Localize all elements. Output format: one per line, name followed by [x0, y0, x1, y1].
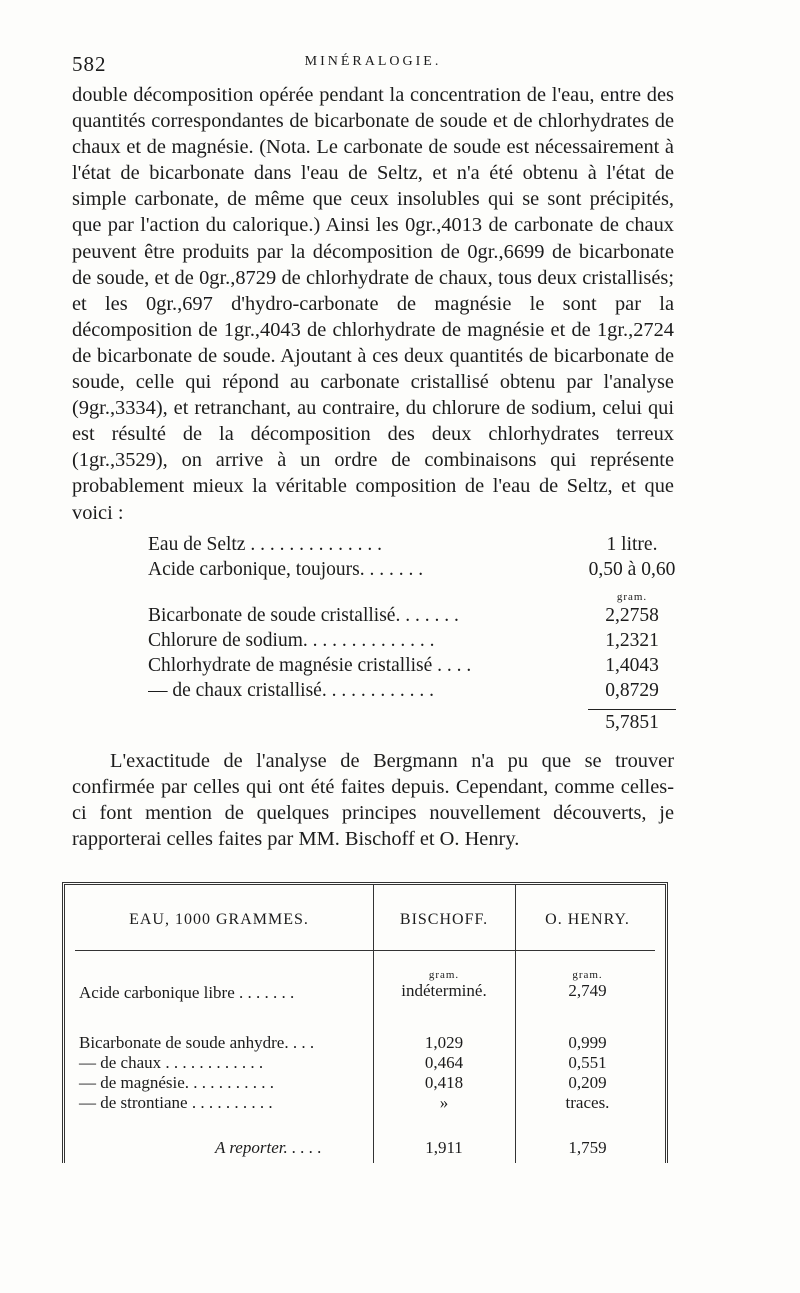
seltz-row-value: 1,4043	[605, 654, 659, 676]
acid-bischoff: indéterminé.	[401, 981, 487, 1000]
seltz-row	[148, 534, 678, 559]
seltz-total: 5,7851	[605, 711, 659, 733]
seltz-row	[148, 630, 678, 655]
seltz-row-label: Chlorhydrate de magnésie cristallisé . . . .	[148, 654, 472, 676]
header-henry: O. HENRY.	[545, 911, 630, 928]
seltz-row	[148, 680, 678, 705]
row-bischoff: 1,029	[424, 1033, 464, 1052]
row-bischoff: »	[439, 1093, 449, 1112]
running-title: MINÉRALOGIE.	[304, 54, 442, 69]
paragraph-2: L'exactitude de l'analyse de Bergmann n'a pu que se trouver confirmée par celles qui ont été faites depuis. Cependant, comme celles-ci font mention de quelques principes nouvellement découverts, je rapporterai celles faites par MM. Bischoff et O. Henry.	[72, 749, 674, 850]
seltz-row	[148, 605, 678, 630]
header-bischoff: BISCHOFF.	[399, 911, 489, 928]
seltz-total-row	[148, 710, 678, 736]
unit-henry: gram.	[572, 969, 603, 981]
page-number: 582	[72, 52, 107, 76]
page-header	[72, 48, 674, 82]
seltz-composition	[148, 534, 678, 736]
seltz-unit: gram.	[616, 590, 648, 603]
seltz-row-value: 1,2321	[605, 629, 659, 651]
header-water: EAU, 1000 GRAMMES.	[129, 911, 309, 928]
row-bischoff: 0,418	[424, 1073, 464, 1092]
seltz-row-value: 0,50 à 0,60	[588, 558, 676, 580]
analysis-table	[62, 882, 668, 1163]
seltz-row	[148, 559, 678, 584]
seltz-row-value: 0,8729	[605, 679, 659, 701]
report-label: A reporter. . . . .	[215, 1138, 322, 1157]
row-label: — de magnésie. . . . . . . . . . .	[79, 1073, 274, 1092]
row-bischoff: 0,464	[424, 1053, 464, 1072]
seltz-row-label: Bicarbonate de soude cristallisé. . . . . . .	[148, 604, 459, 626]
page	[72, 48, 674, 852]
seltz-row	[148, 655, 678, 680]
row-label: — de strontiane . . . . . . . . . .	[79, 1093, 273, 1112]
unit-bischoff: gram.	[428, 969, 460, 981]
seltz-row-label: Acide carbonique, toujours. . . . . . .	[148, 558, 424, 580]
row-henry: 0,551	[568, 1053, 607, 1072]
header-rule	[75, 950, 655, 951]
report-bischoff: 1,911	[425, 1138, 463, 1157]
row-label: Bicarbonate de soude anhydre. . . .	[79, 1033, 315, 1052]
report-henry: 1,759	[568, 1138, 607, 1157]
row-henry: 0,209	[568, 1073, 607, 1092]
paragraph-1: double décomposition opérée pendant la concentration de l'eau, entre des quantités correspondantes de bicarbonate de soude et de chlorhydrates de chaux et de magnésie. (Nota. Le carbonate de soude est nécessairement à l'état de bicarbonate dans l'eau de Seltz, et n'a été obtenu à l'état de simple carbonate, de même que ceux insolubles qui se sont précipités, que par l'action du calorique.) Ainsi les 0gr.,4013 de carbonate de chaux peuvent être produits par la décomposition de 0gr.,6699 de bicarbonate de soude, et de 0gr.,8729 de chlorhydrate de chaux, tous deux cristallisés; et les 0gr.,697 d'hydro-carbonate de magnésie le sont par la décomposition de 1gr.,4043 de chlorhydrate de magnésie et de 1gr.,2724 de bicarbonate de soude. Ajoutant à ces deux quantités de bicarbonate de soude, celle qui répond au carbonate cristallisé obtenu par l'analyse (9gr.,3334), et retranchant, au contraire, du chlorure de sodium, celui qui est résulté de la décomposition des deux chlorhydrates terreux (1gr.,3529), on arrive à un ordre de combinaisons qui représente probablement mieux la véritable composition de l'eau de Seltz, et que voici :	[72, 84, 674, 524]
seltz-row-value: 2,2758	[605, 604, 659, 626]
seltz-row-label: Eau de Seltz . . . . . . . . . . . . . .	[148, 533, 382, 555]
seltz-row-value: 1 litre.	[606, 533, 658, 555]
row-henry: traces.	[565, 1093, 610, 1112]
seltz-row-label: — de chaux cristallisé. . . . . . . . . . . .	[148, 679, 434, 701]
seltz-row-label: Chlorure de sodium. . . . . . . . . . . . . .	[148, 629, 435, 651]
row-henry: 0,999	[568, 1033, 607, 1052]
acid-label: Acide carbonique libre . . . . . . .	[79, 983, 295, 1002]
row-label: — de chaux . . . . . . . . . . . .	[79, 1053, 264, 1072]
acid-henry: 2,749	[568, 981, 607, 1000]
